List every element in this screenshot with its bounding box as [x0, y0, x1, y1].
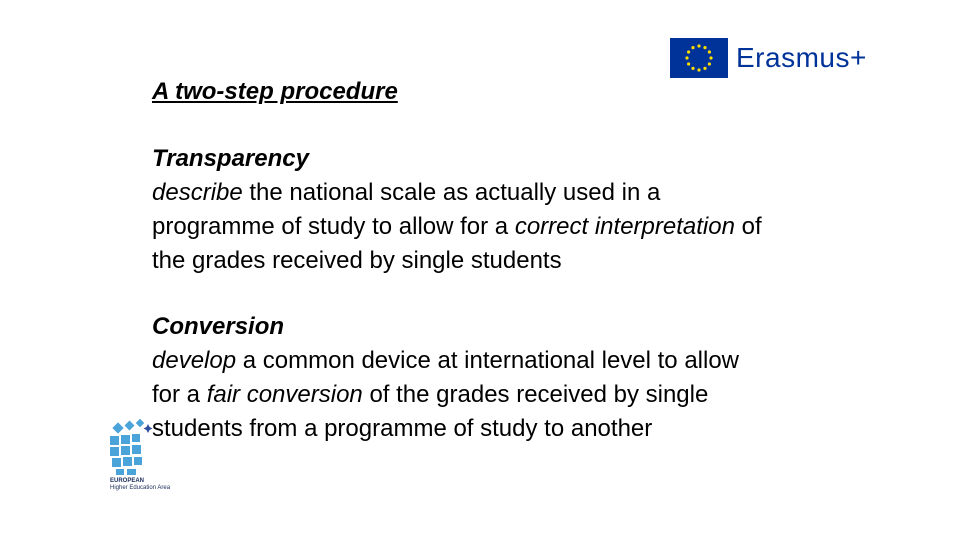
ehea-title: EUROPEAN — [110, 478, 145, 484]
ehea-subtitle: Higher Education Area — [110, 485, 171, 491]
transparency-section — [152, 142, 762, 278]
eu-stars-icon — [670, 38, 728, 78]
transparency-line-1 — [152, 176, 762, 210]
conversion-emphasis-develop: develop — [152, 347, 237, 374]
transparency-line-3: the grades received by single students — [152, 247, 562, 274]
ehea-text — [110, 478, 172, 492]
transparency-emphasis-interpretation: correct interpretation — [514, 213, 735, 240]
transparency-heading: Transparency — [152, 145, 309, 172]
conversion-heading: Conversion — [152, 313, 285, 340]
transparency-emphasis-describe: describe — [152, 179, 243, 206]
slide-title: A two-step procedure — [152, 78, 398, 105]
conversion-emphasis-fair: fair conversion — [206, 381, 363, 408]
erasmus-wordmark: Erasmus+ — [736, 42, 867, 73]
conversion-section — [152, 310, 739, 446]
conversion-line-2-post: of the grades received by single — [362, 381, 709, 408]
ehea-pieces-icon — [108, 418, 170, 478]
conversion-line-2 — [152, 378, 739, 412]
conversion-line-1 — [152, 344, 739, 378]
conversion-line-1-text: a common device at international level to allow — [236, 347, 740, 374]
transparency-line-2-pre: programme of study to allow for a — [152, 213, 515, 240]
erasmus-logo — [670, 38, 870, 80]
transparency-line-1-text: the national scale as actually used in a — [242, 179, 661, 206]
conversion-line-3: students from a programme of study to another — [152, 415, 653, 442]
transparency-line-2 — [152, 210, 762, 244]
conversion-line-2-pre: for a — [152, 381, 207, 408]
transparency-line-2-post: of — [734, 213, 762, 240]
eu-flag-icon — [670, 38, 728, 78]
ehea-logo — [108, 418, 170, 494]
